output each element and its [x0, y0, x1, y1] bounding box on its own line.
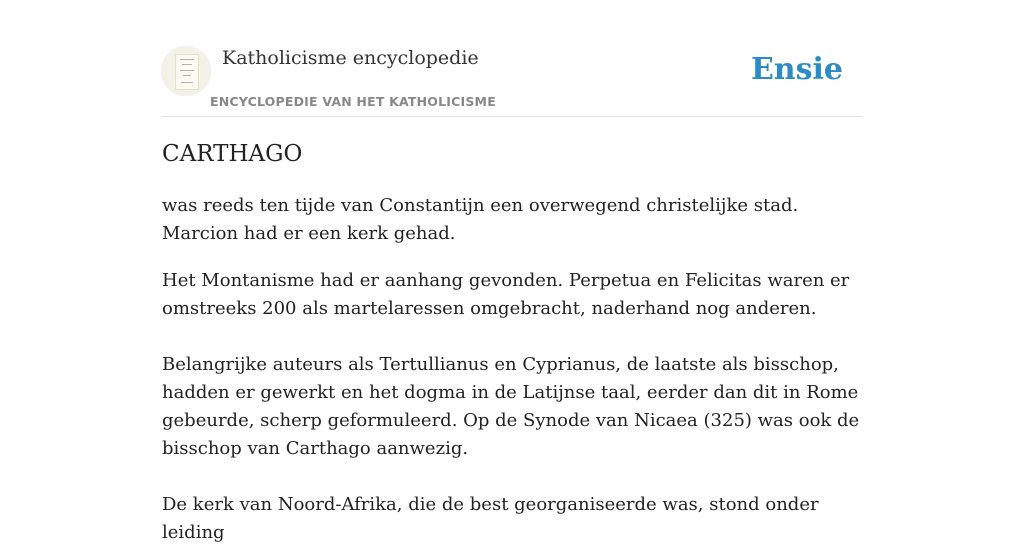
article-title: CARTHAGO [162, 141, 303, 167]
article [162, 138, 862, 547]
site-title[interactable]: Katholicisme encyclopedie [222, 47, 479, 69]
site-subtitle: ENCYCLOPEDIE VAN HET KATHOLICISME [210, 94, 496, 109]
encyclopedia-cover-thumbnail[interactable] [162, 47, 210, 95]
article-paragraph: Het Montanisme had er aanhang gevonden. Perpetua en Felicitas waren er omstreeks 200 als martelaressen omgebracht, naderhand nog anderen. [162, 270, 850, 319]
article-paragraph: De kerk van Noord-Afrika, die de best georganiseerde was, stond onder leiding [162, 494, 819, 543]
site-header [162, 44, 862, 117]
article-paragraph: Belangrijke auteurs als Tertullianus en Cyprianus, de laatste als bisschop, hadden er gewerkt en het dogma in de Latijnse taal, eerder dan dit in Rome gebeurde, scherp geformuleerd. Op de Synode van Nicaea (325) was ook de bisschop van Carthago aanwezig. [162, 354, 860, 459]
book-page-icon [175, 54, 199, 90]
article-paragraph: was reeds ten tijde van Constantijn een overwegend christelijke stad. Marcion had er een kerk gehad. [162, 195, 799, 244]
ensie-logo[interactable]: Ensie [750, 52, 843, 87]
